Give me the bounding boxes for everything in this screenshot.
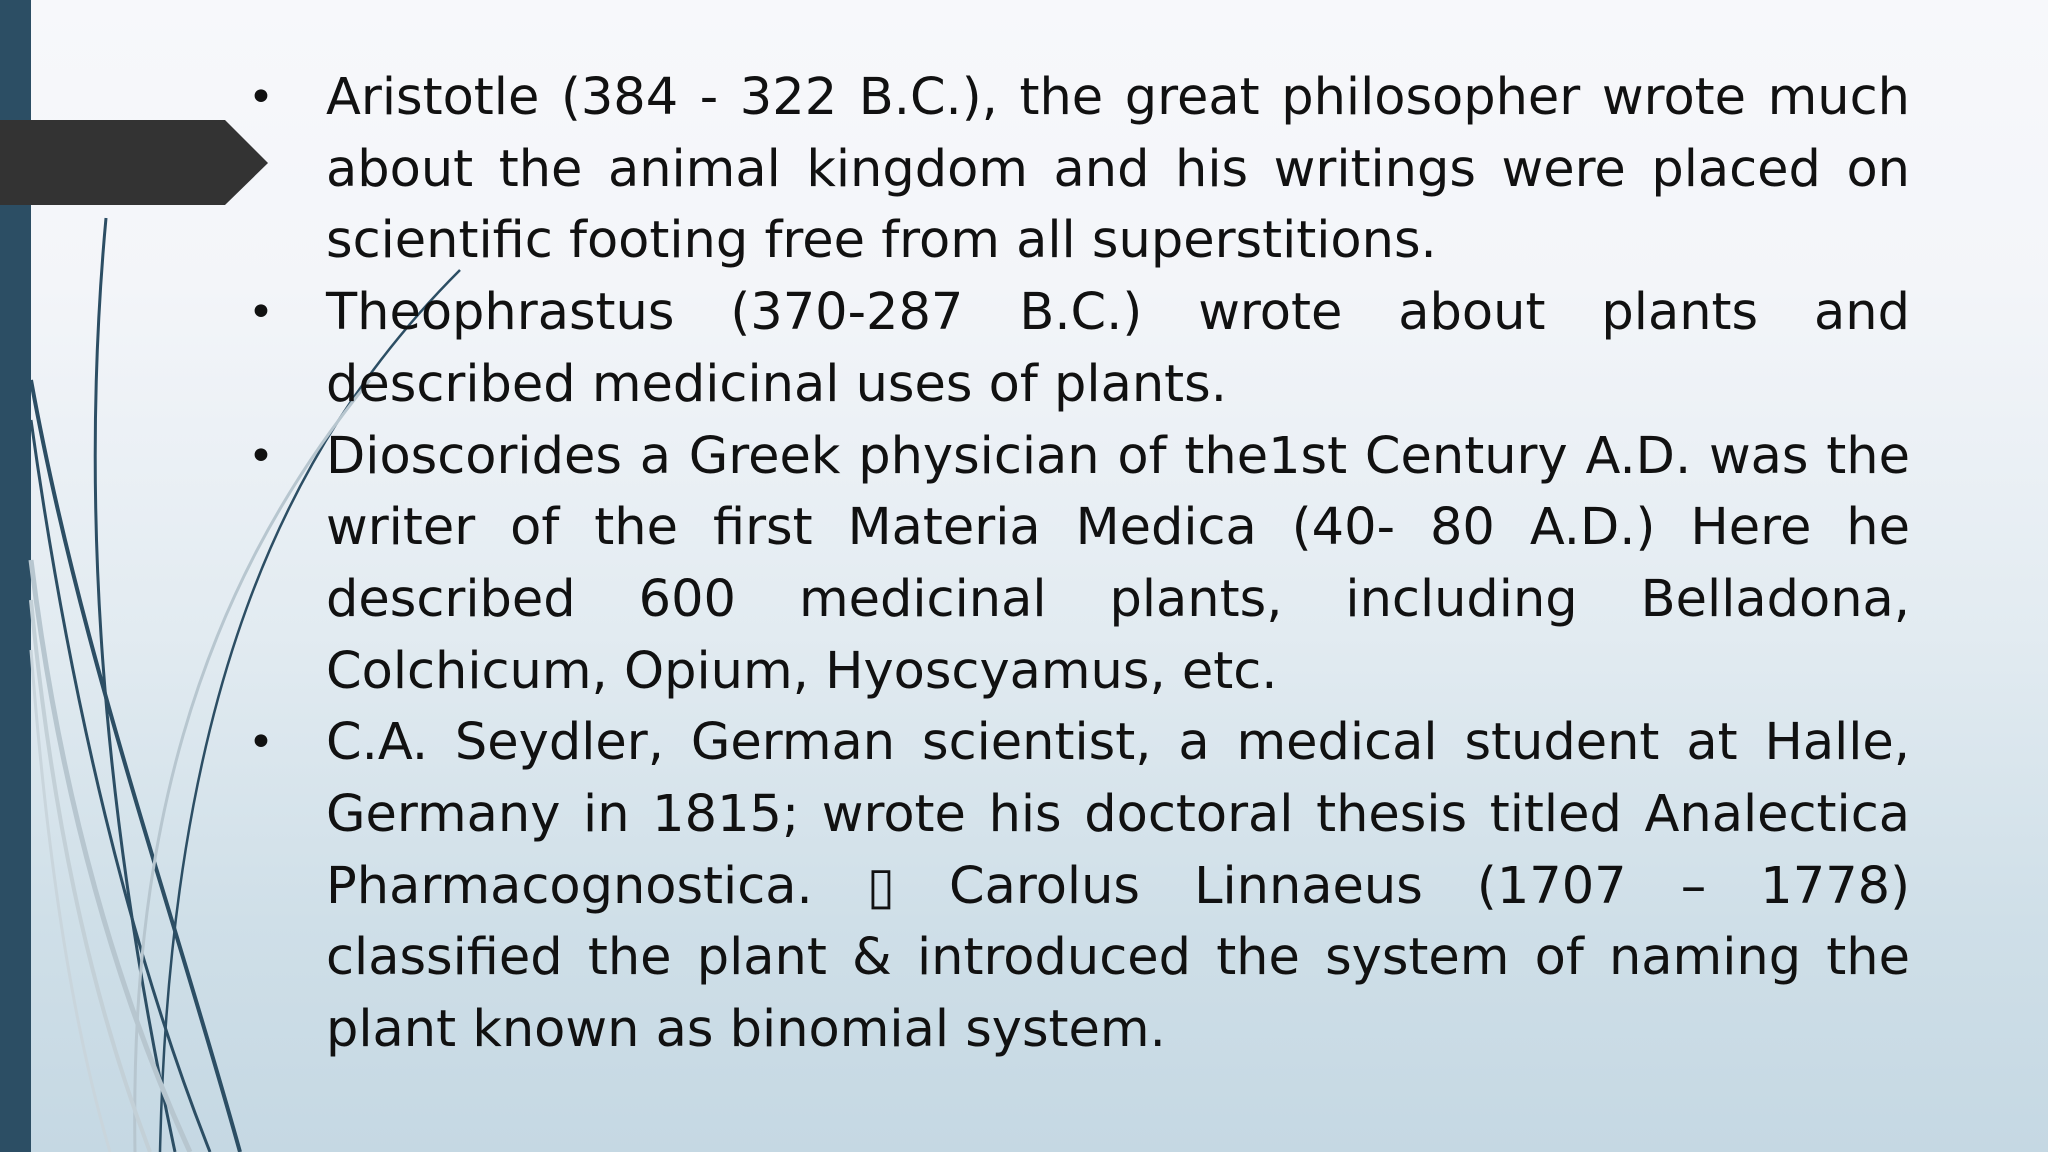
bullet-text: Dioscorides a Greek physician of the1st Century A.D. was the writer of the first Materia Medica (40- 80 A.D.) Here he described 600 medicinal plants, including Belladona, Colchicum, Opium, Hyoscyamus, etc.	[326, 426, 1910, 701]
bullet-text: Aristotle (384 - 322 B.C.), the great philosopher wrote much about the animal kingdom and his writings were placed on scientific footing free from all superstitions.	[326, 68, 1910, 271]
bullet-item	[240, 421, 1910, 708]
bullet-marker: •	[248, 72, 274, 123]
curve-line	[31, 420, 210, 1152]
bullet-marker: •	[248, 430, 274, 482]
bullet-text: Theophrastus (370-287 B.C.) wrote about plants and described medicinal uses of plants.	[326, 283, 1910, 414]
arrow-tab-shape	[0, 120, 268, 205]
curve-line-light	[31, 560, 190, 1152]
bullet-item	[240, 277, 1910, 420]
bullet-list	[240, 62, 1910, 1066]
bullet-item	[240, 62, 1910, 277]
bullet-item	[240, 707, 1910, 1066]
bullet-marker: •	[248, 287, 274, 339]
bullet-marker: •	[248, 717, 274, 769]
bullet-text: C.A. Seydler, German scientist, a medical student at Halle, Germany in 1815; wrote his doctoral thesis titled Analectica Pharmacognostica. ▯ Carolus Linnaeus (1707 – 1778) classified the plant & introduced the system of naming the plant known as binomial system.	[326, 713, 1910, 1060]
